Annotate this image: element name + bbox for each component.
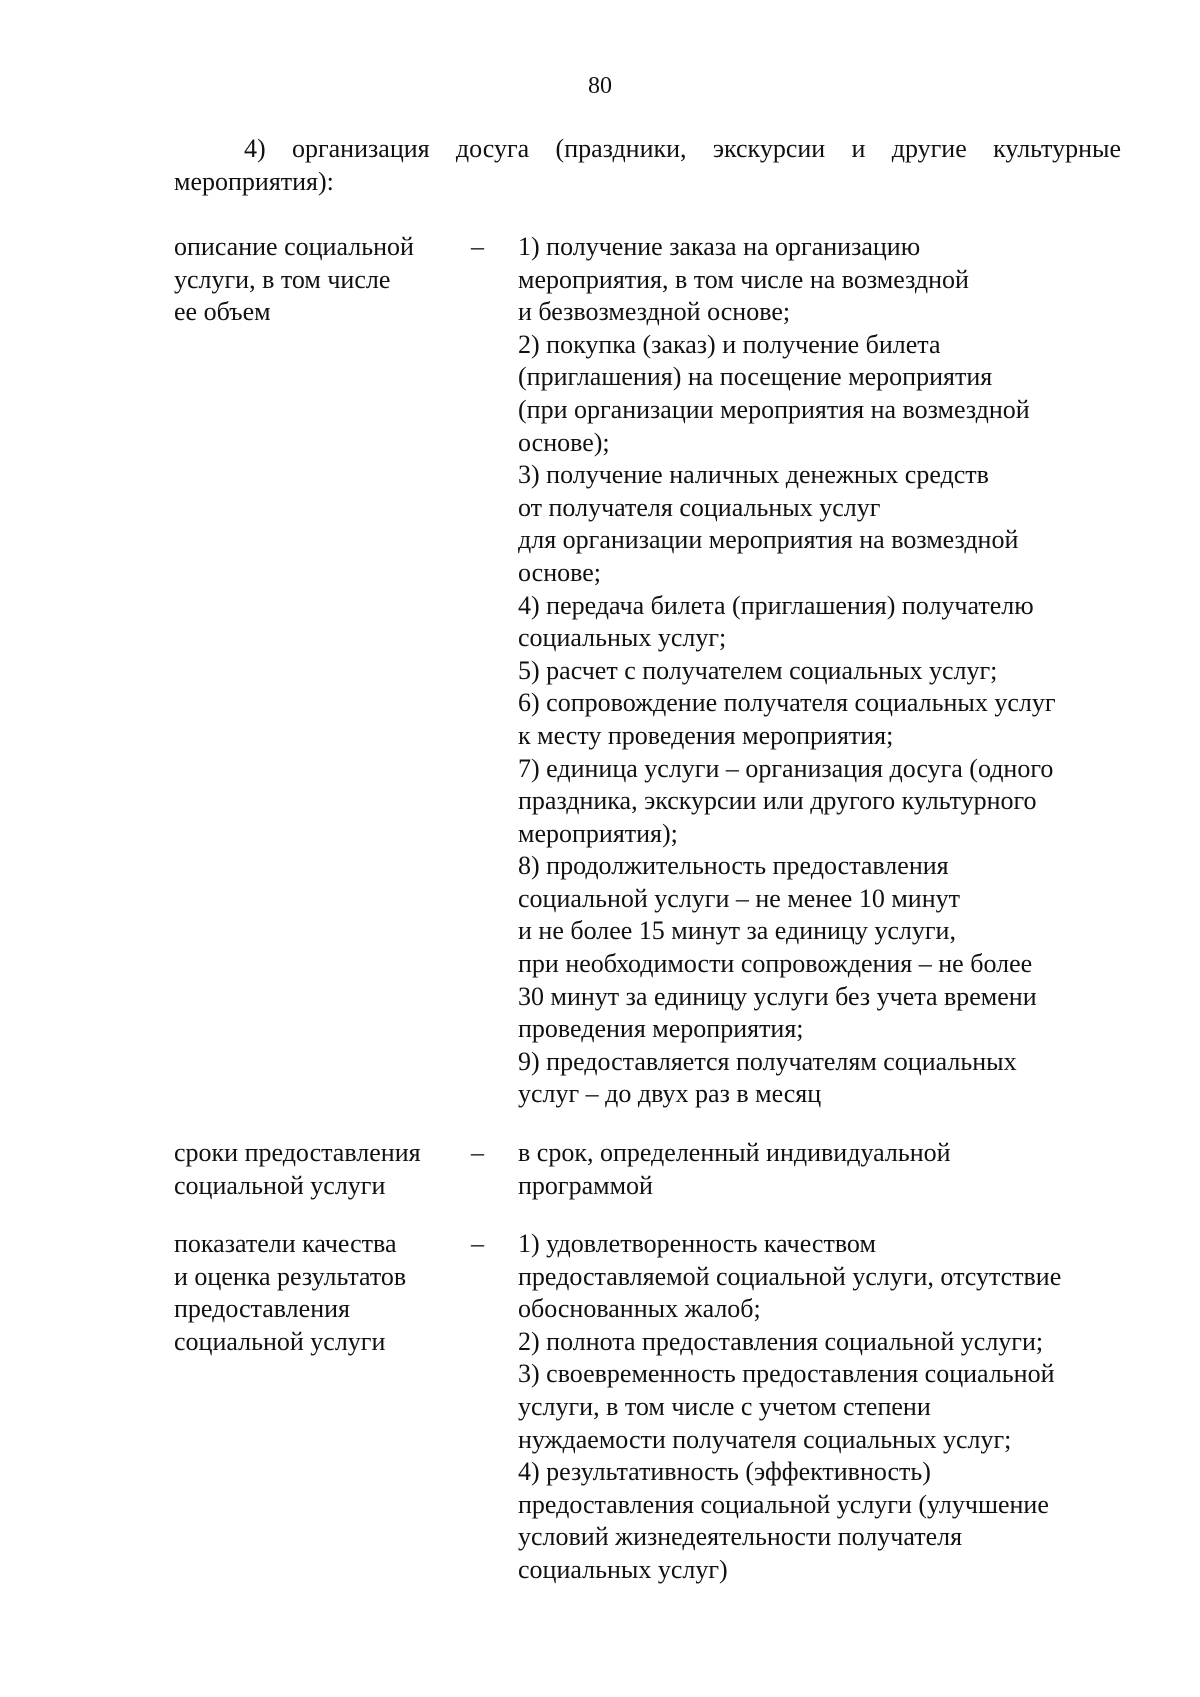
- text-line: 9) предоставляется получателям социальных: [518, 1046, 1017, 1076]
- row-description: [518, 1228, 1138, 1587]
- text-line: 2) покупка (заказ) и получение билета: [518, 329, 941, 359]
- text-line: описание социальной: [174, 232, 414, 261]
- text-line: обоснованных жалоб;: [518, 1294, 761, 1324]
- text-line: 3) получение наличных денежных средств: [518, 460, 989, 490]
- text-line: мероприятия, в том числе на возмездной: [518, 264, 969, 294]
- text-line: сроки предоставления: [174, 1138, 421, 1167]
- heading-line: 4) организация досуга (праздники, экскурсии и другие культурные: [244, 134, 1121, 163]
- text-line: услуги, в том числе с учетом степени: [518, 1391, 931, 1421]
- text-line: 2) полнота предоставления социальной услуги;: [518, 1326, 1044, 1356]
- text-line: (приглашения) на посещение мероприятия: [518, 362, 993, 392]
- text-line: 1) получение заказа на организацию: [518, 232, 921, 261]
- text-line: в срок, определенный индивидуальной: [518, 1138, 951, 1167]
- text-line: основе);: [518, 427, 610, 457]
- text-line: показатели качества: [174, 1229, 397, 1258]
- row-dash: –: [471, 232, 484, 261]
- text-line: от получателя социальных услуг: [518, 492, 881, 522]
- row-term: [174, 1228, 474, 1358]
- text-line: 4) результативность (эффективность): [518, 1457, 931, 1487]
- row-description: [518, 1137, 1138, 1202]
- text-line: проведения мероприятия;: [518, 1014, 804, 1044]
- page-number: 80: [588, 73, 612, 99]
- text-line: 5) расчет с получателем социальных услуг;: [518, 655, 998, 685]
- text-line: предоставления социальной услуги (улучшение: [518, 1489, 1049, 1519]
- row-dash: –: [471, 1229, 484, 1258]
- text-line: социальных услуг;: [518, 623, 727, 653]
- text-line: 3) своевременность предоставления социальной: [518, 1359, 1055, 1389]
- text-line: 4) передача билета (приглашения) получателю: [518, 590, 1034, 620]
- text-line: социальной услуги: [174, 1326, 386, 1356]
- text-line: социальных услуг): [518, 1554, 728, 1584]
- text-line: 7) единица услуги – организация досуга (одного: [518, 753, 1054, 783]
- text-line: предоставления: [174, 1294, 350, 1324]
- text-line: 6) сопровождение получателя социальных услуг: [518, 688, 1056, 718]
- heading-line: мероприятия):: [174, 167, 334, 196]
- text-line: и безвозмездной основе;: [518, 297, 791, 327]
- text-line: программой: [518, 1170, 653, 1200]
- text-line: ее объем: [174, 297, 271, 327]
- text-line: (при организации мероприятия на возмездной: [518, 394, 1030, 424]
- section-heading: [174, 132, 1121, 198]
- text-line: услуг – до двух раз в месяц: [518, 1079, 822, 1109]
- text-line: основе;: [518, 557, 601, 587]
- text-line: 8) продолжительность предоставления: [518, 851, 949, 881]
- text-line: при необходимости сопровождения – не более: [518, 949, 1033, 979]
- text-line: и не более 15 минут за единицу услуги,: [518, 916, 956, 946]
- text-line: социальной услуги – не менее 10 минут: [518, 883, 960, 913]
- text-line: и оценка результатов: [174, 1261, 407, 1291]
- row-term: [174, 231, 474, 329]
- text-line: услуги, в том числе: [174, 264, 391, 294]
- text-line: 1) удовлетворенность качеством: [518, 1229, 876, 1258]
- text-line: условий жизнедеятельности получателя: [518, 1522, 963, 1552]
- text-line: нуждаемости получателя социальных услуг;: [518, 1424, 1012, 1454]
- text-line: мероприятия);: [518, 818, 678, 848]
- text-line: к месту проведения мероприятия;: [518, 720, 894, 750]
- text-line: 30 минут за единицу услуги без учета времени: [518, 981, 1037, 1011]
- text-line: социальной услуги: [174, 1170, 386, 1200]
- row-dash: –: [471, 1138, 484, 1167]
- row-description: [518, 231, 1138, 1111]
- text-line: для организации мероприятия на возмездной: [518, 525, 1019, 555]
- text-line: праздника, экскурсии или другого культурного: [518, 786, 1037, 816]
- text-line: предоставляемой социальной услуги, отсутствие: [518, 1261, 1062, 1291]
- row-term: [174, 1137, 474, 1202]
